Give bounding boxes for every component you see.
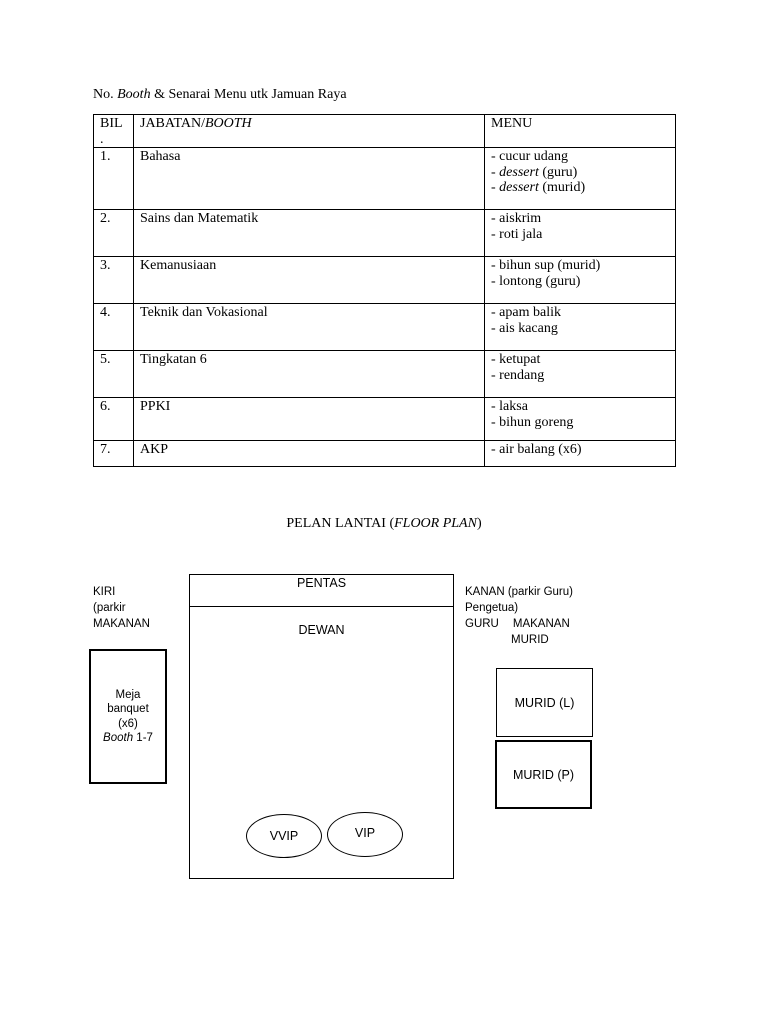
cell-jabatan: Sains dan Matematik — [134, 210, 485, 257]
cell-menu — [485, 148, 676, 210]
header-menu-text: MENU — [491, 116, 533, 131]
header-booth-text: BOOTH — [205, 116, 252, 131]
cell-jabatan: Tingkatan 6 — [134, 351, 485, 398]
menu-item — [491, 368, 675, 384]
header-bil-text: BIL . — [100, 116, 123, 147]
cell-bil: 4. — [94, 304, 134, 351]
right-label-makanan: MAKANAN — [512, 618, 570, 630]
menu-item-text: - — [491, 164, 500, 180]
menu-item — [491, 258, 675, 274]
menu-item-text: - lontong (guru) — [491, 273, 581, 289]
banquet-booth-italic: Booth — [103, 732, 134, 744]
menu-item — [491, 211, 675, 227]
cell-jabatan: Bahasa — [134, 148, 485, 210]
menu-item — [491, 442, 675, 458]
menu-item — [491, 180, 675, 196]
cell-jabatan: AKP — [134, 441, 485, 467]
cell-bil: 5. — [94, 351, 134, 398]
cell-bil: 1. — [94, 148, 134, 210]
table-row — [94, 398, 676, 441]
floor-title-prefix: PELAN LANTAI ( — [286, 516, 395, 531]
menu-item-text: - — [491, 180, 500, 195]
stage-label: PENTAS — [296, 576, 347, 590]
cell-bil: 2. — [94, 210, 134, 257]
cell-menu — [485, 441, 676, 467]
menu-item — [491, 415, 675, 431]
cell-jabatan: PPKI — [134, 398, 485, 441]
header-bil — [94, 115, 134, 148]
vvip-label: VVIP — [269, 829, 299, 843]
menu-item-italic: dessert — [499, 180, 539, 195]
vip-area — [327, 812, 403, 857]
right-label-murid: MURID — [511, 634, 549, 646]
menu-item-text: - apam balik — [491, 305, 561, 320]
cell-bil: 3. — [94, 257, 134, 304]
right-label-line4 — [465, 632, 573, 648]
table-header-row — [94, 115, 676, 148]
floor-title-suffix: ) — [476, 516, 482, 531]
title-prefix: No. — [93, 87, 118, 102]
cell-jabatan: Teknik dan Vokasional — [134, 304, 485, 351]
menu-item-text: - ais kacang — [491, 320, 558, 336]
menu-item — [491, 149, 675, 165]
cell-jabatan: Kemanusiaan — [134, 257, 485, 304]
menu-item-text: - aiskrim — [491, 211, 542, 226]
right-label-line3 — [465, 616, 573, 632]
table-row — [94, 351, 676, 398]
banquet-label — [103, 688, 153, 746]
menu-item-text: - air balang (x6) — [491, 442, 582, 457]
floor-plan-title — [0, 516, 768, 532]
menu-item-text: - roti jala — [491, 226, 543, 242]
menu-item — [491, 227, 675, 243]
menu-item — [491, 399, 675, 415]
table-row — [94, 148, 676, 210]
menu-item-text: - cucur udang — [491, 149, 568, 164]
menu-item — [491, 305, 675, 321]
header-jabatan-text: JABATAN/ — [140, 116, 205, 131]
menu-item-text: - bihun goreng — [491, 414, 574, 430]
vvip-area — [246, 814, 322, 858]
table-row — [94, 441, 676, 467]
vip-label: VIP — [354, 825, 376, 840]
banquet-table-box — [89, 649, 167, 784]
menu-item — [491, 321, 675, 337]
menu-item-suffix: (murid) — [538, 180, 586, 195]
cell-menu — [485, 398, 676, 441]
header-menu — [485, 115, 676, 148]
murid-p-box — [495, 740, 592, 809]
floor-title-italic: FLOOR PLAN — [394, 516, 477, 531]
table-row — [94, 304, 676, 351]
right-label-line2: Pengetua) — [465, 602, 519, 614]
document-title — [93, 87, 347, 103]
left-label-line2: (parkir — [93, 602, 126, 614]
menu-item — [491, 274, 675, 290]
murid-l-box — [496, 668, 593, 737]
header-jabatan — [134, 115, 485, 148]
banquet-line1: Meja — [115, 688, 141, 701]
cell-menu — [485, 304, 676, 351]
murid-p-label: MURID (P) — [512, 767, 575, 782]
right-label-guru: GURU — [465, 618, 499, 630]
menu-item-text: - bihun sup (murid) — [491, 258, 601, 273]
banquet-booth-rest: 1-7 — [133, 732, 153, 744]
cell-bil: 7. — [94, 441, 134, 467]
left-label-line3: MAKANAN — [93, 618, 150, 630]
table-body — [94, 115, 676, 467]
banquet-line2: banquet — [107, 703, 149, 715]
hall-label: DEWAN — [298, 623, 345, 637]
cell-menu — [485, 351, 676, 398]
menu-item-text: - laksa — [491, 399, 528, 414]
table-row — [94, 210, 676, 257]
menu-item — [491, 165, 675, 181]
cell-menu — [485, 257, 676, 304]
table-row — [94, 257, 676, 304]
menu-item — [491, 352, 675, 368]
murid-l-label: MURID (L) — [514, 695, 575, 710]
right-area-label — [465, 584, 573, 648]
banquet-line4 — [103, 731, 153, 746]
cell-menu — [485, 210, 676, 257]
left-label-line1: KIRI — [93, 586, 116, 598]
menu-item-text: - rendang — [491, 367, 545, 383]
right-label-line1: KANAN (parkir Guru) — [465, 586, 573, 598]
menu-item-text: - ketupat — [491, 352, 541, 367]
menu-item-italic: dessert — [499, 164, 539, 180]
menu-item-suffix: (guru) — [538, 164, 578, 180]
left-area-label — [93, 584, 150, 632]
title-rest: & Senarai Menu utk Jamuan Raya — [150, 87, 347, 102]
cell-bil: 6. — [94, 398, 134, 441]
banquet-line3: (x6) — [118, 717, 138, 730]
title-booth: Booth — [117, 87, 151, 102]
booth-menu-table — [93, 114, 676, 467]
